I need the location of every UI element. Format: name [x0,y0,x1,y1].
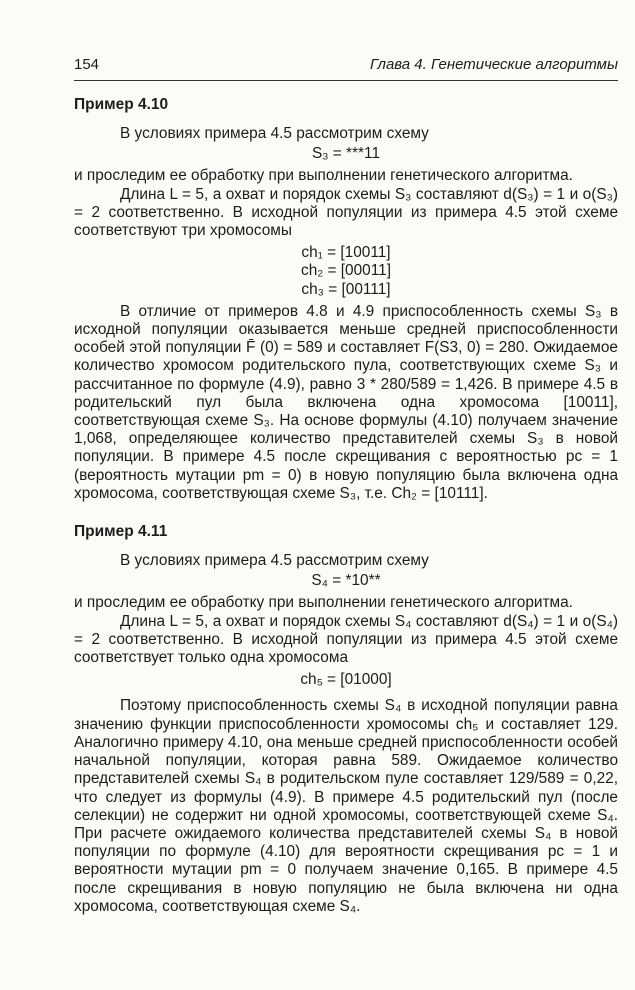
page-body [74,96,618,916]
intro-text: В условиях примера 4.5 рассмотрим схему [120,552,429,570]
chromosome-formula: ch₃ = [00111] [301,280,391,298]
chromosome-formula: ch₁ = [10011] [301,244,391,262]
after-schema-text: и проследим ее обработку при выполнении генетического алгоритма. [74,167,573,185]
chapter-title: Глава 4. Генетические алгоритмы [369,56,618,73]
after-schema-text: и проследим ее обработку при выполнении генетического алгоритма. [74,594,573,612]
example-4-11 [74,523,618,916]
example-4-10 [74,96,618,503]
chromosome-formula: ch₂ = [00011] [301,262,391,280]
example-title: Пример 4.10 [74,96,169,113]
paragraph: В отличие от примеров 4.8 и 4.9 приспособленность схемы S₃ в исходной популяции оказывается меньше средней приспособленности особей этой популяции F̄ (0) = 589 и составляет F(S3, 0) = 280. Ожидаемое количество хромосом родительского пула, соответствующих схеме S₃ и рассчитанное по формуле (4.9), равно 3 * 280/589 = 1,426. В примере 4.5 в родительский пул была включена одна хромосома [10011], соответствующая схеме S₃. На основе формулы (4.10) получаем значение 1,068, определяющее количество представителей схемы S₃ в новой популяции. В примере 4.5 после скрещивания с вероятностью pc = 1 (вероятность мутации pm = 0) в новую популяцию была включена одна хромосома, соответствующая схеме S₃, т.е. Ch₂ = [10111]. [74,302,618,502]
chromosome-list [74,244,618,299]
page-header [74,56,618,76]
page-number: 154 [74,56,100,73]
paragraph: Длина L = 5, а охват и порядок схемы S₃ составляют d(S₃) = 1 и o(S₃) = 2 соответственно. В исходной популяции из примера 4.5 этой схеме соответствуют три хромосомы [74,185,618,240]
paragraph: Поэтому приспособленность схемы S₄ в исходной популяции равна значению функции приспособленности хромосомы ch₅ и составляет 129. Аналогично примеру 4.10, она меньше средней приспособленности особей начальной популяции, которая равна 589. Ожидаемое количество представителей схемы S₄ в родительском пуле составляет 129/589 = 0,22, что следует из формулы (4.9). В примере 4.5 родительский пул (после селекции) не содержит ни одной хромосомы, соответствующей схеме S₄. При расчете ожидаемого количества представителей схемы S₄ в новой популяции по формуле (4.10) для вероятности скрещивания pc = 1 и вероятности мутации pm = 0 получаем значение 0,165. В примере 4.5 после скрещивания в новую популяцию не была включена ни одна хромосома, соответствующая схеме S₄. [74,697,618,915]
example-title: Пример 4.11 [74,523,168,541]
paragraph: Длина L = 5, а охват и порядок схемы S₄ составляют d(S₄) = 1 и o(S₄) = 2 соответственно. В исходной популяции из примера 4.5 этой схеме соответствует только одна хромосома [74,612,618,667]
chromosome-formula: ch₅ = [01000] [300,671,392,689]
schema-formula: S₃ = ***11 [311,145,381,163]
intro-text: В условиях примера 4.5 рассмотрим схему [120,125,429,142]
schema-formula: S₄ = *10** [311,572,381,590]
header-divider [74,80,618,81]
